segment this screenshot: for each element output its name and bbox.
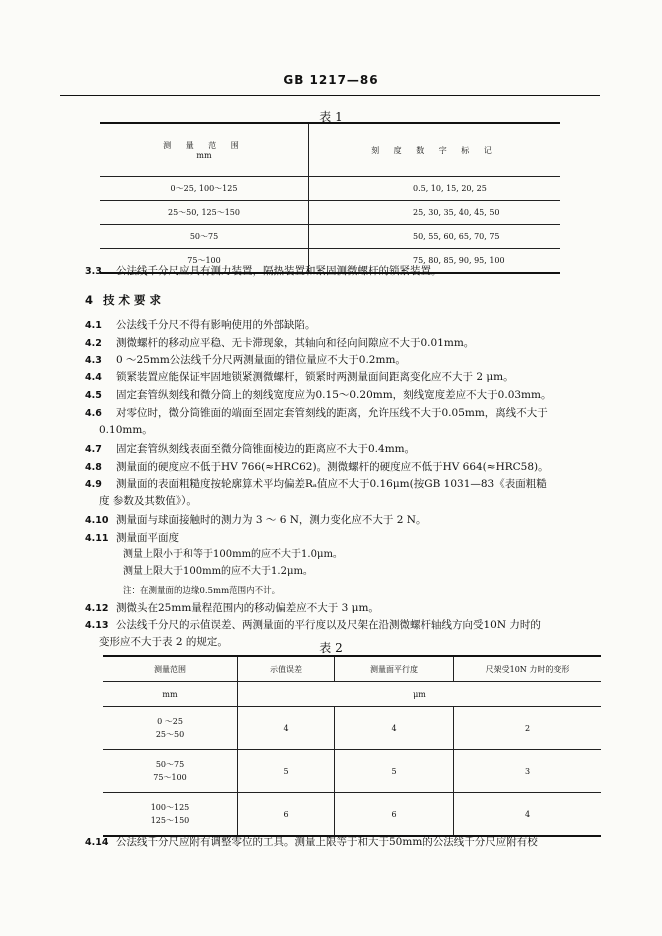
table2-header-error: 示值误差 <box>238 656 335 682</box>
table2-deform-cell: 3 <box>454 750 602 793</box>
clause-number: 4.3 <box>85 355 102 366</box>
table1-marks-cell: 50, 55, 60, 65, 70, 75 <box>309 225 561 249</box>
table1-range-cell: 75～100 <box>100 249 309 274</box>
table2-header-deform: 尺架受10N 力时的变形 <box>454 656 602 682</box>
table1-col2-header <box>309 123 561 177</box>
table-row <box>103 707 601 750</box>
clause-4-3 <box>85 353 605 368</box>
table2-range-cell <box>103 707 238 750</box>
section-number: 4 <box>85 293 94 307</box>
clause-number: 4.6 <box>85 408 102 419</box>
clause-text: 公法线千分尺应具有测力装置，隔热装置和紧固测微螺杆的锁紧装置。 <box>116 265 442 277</box>
clause-4-13-continued: 变形应不大于表 2 的规定。 <box>99 636 228 648</box>
clause-text: 固定套管纵刻线表面至微分筒锥面棱边的距离应不大于0.4mm。 <box>116 443 416 455</box>
clause-4-12 <box>85 601 605 616</box>
range-line: 75～100 <box>153 773 187 782</box>
clause-4-8 <box>85 460 605 475</box>
clause-number: 4.11 <box>85 533 109 544</box>
clause-number: 4.13 <box>85 620 109 631</box>
clause-text: 公法线千分尺不得有影响使用的外部缺陷。 <box>116 319 316 331</box>
table2-error-cell: 6 <box>238 793 335 837</box>
table1-col2-title: 刻 度 数 字 标 记 <box>371 145 498 155</box>
clause-4-11-note: 注：在测量面的边缘0.5mm范围内不计。 <box>123 586 281 596</box>
clause-number: 4.10 <box>85 515 109 526</box>
clause-3-3 <box>85 264 605 279</box>
clause-text: 测量面的表面粗糙度按轮廓算术平均偏差Rₐ值应不大于0.16μm(按GB 1031—83《表面粗糙 <box>116 478 547 490</box>
table2-parallel-cell: 6 <box>335 793 454 837</box>
clause-text: 测量面平面度 <box>116 532 179 544</box>
clause-number: 4.2 <box>85 338 102 349</box>
clause-number: 4.1 <box>85 320 102 331</box>
table1 <box>100 122 560 274</box>
clause-4-6 <box>85 406 605 421</box>
table1-range-cell: 50～75 <box>100 225 309 249</box>
table2-unit-mm: mm <box>103 682 238 707</box>
table-row <box>100 177 560 201</box>
table1-col1-title: 测 量 范 围 <box>163 141 245 150</box>
clause-number: 4.12 <box>85 603 109 614</box>
table1-range-cell: 0～25, 100～125 <box>100 177 309 201</box>
table2-unit-um: μm <box>238 682 602 707</box>
table2-deform-cell: 2 <box>454 707 602 750</box>
table2-range-cell <box>103 750 238 793</box>
table-row <box>100 201 560 225</box>
table2 <box>103 655 601 837</box>
clause-text: 对零位时，微分筒锥面的端面至固定套管刻线的距离，允许压线不大于0.05mm，离线不大于 <box>116 407 548 419</box>
clause-number: 4.7 <box>85 444 102 455</box>
table2-error-cell: 4 <box>238 707 335 750</box>
table1-header-row <box>100 123 560 177</box>
range-line: 50～75 <box>155 760 185 769</box>
range-line: 100～125 <box>150 803 190 812</box>
section-4-heading <box>85 292 161 308</box>
table2-range-cell <box>103 793 238 837</box>
clause-text: 测量面与球面接触时的测力为 3 ～ 6 N，测力变化应不大于 2 N。 <box>116 514 427 526</box>
table1-caption: 表 1 <box>319 110 343 124</box>
clause-4-7 <box>85 442 605 457</box>
clause-4-11-line2: 测量上限大于100mm的应不大于1.2μm。 <box>123 566 313 577</box>
clause-4-1 <box>85 318 605 333</box>
clause-4-9-continued: 度 参数及其数值》）。 <box>99 495 197 507</box>
clause-4-11 <box>85 531 605 546</box>
table-row <box>103 793 601 837</box>
clause-text: 锁紧装置应能保证牢固地锁紧测微螺杆，锁紧时两测量面间距离变化应不大于 2 μm。 <box>116 371 514 383</box>
clause-4-14 <box>85 835 605 850</box>
clause-4-10 <box>85 513 605 528</box>
range-line: 0 ～25 <box>157 717 183 726</box>
clause-text: 测微头在25mm量程范围内的移动偏差应不大于 3 μm。 <box>116 602 379 614</box>
table-row <box>100 225 560 249</box>
clause-text: 0 ～25mm公法线千分尺两测量面的错位量应不大于0.2mm。 <box>116 354 406 366</box>
table2-parallel-cell: 4 <box>335 707 454 750</box>
table2-units-row <box>103 682 601 707</box>
table1-marks-cell: 0.5, 10, 15, 20, 25 <box>309 177 561 201</box>
table1-col1-header <box>100 123 309 177</box>
table1-range-cell: 25～50, 125～150 <box>100 201 309 225</box>
clause-4-13 <box>85 618 605 633</box>
section-title: 技 术 要 求 <box>103 293 162 307</box>
clause-4-2 <box>85 336 605 351</box>
clause-4-6-continued: 0.10mm。 <box>99 424 153 436</box>
clause-4-5 <box>85 388 605 403</box>
clause-number: 4.8 <box>85 462 102 473</box>
clause-text: 公法线千分尺的示值误差、两测量面的平行度以及尺架在沿测微螺杆轴线方向受10N 力时的 <box>116 619 541 631</box>
table2-header-parallel: 测量面平行度 <box>335 656 454 682</box>
range-line: 125～150 <box>150 816 190 825</box>
clause-text: 测微螺杆的移动应平稳、无卡滞现象，其轴向和径向间隙应不大于0.01mm。 <box>116 337 475 349</box>
clause-4-4 <box>85 370 605 385</box>
clause-number: 3.3 <box>85 266 102 277</box>
clause-text: 公法线千分尺应附有调整零位的工具。测量上限等于和大于50mm的公法线千分尺应附有校 <box>116 836 538 848</box>
table1-marks-cell: 25, 30, 35, 40, 45, 50 <box>309 201 561 225</box>
table2-error-cell: 5 <box>238 750 335 793</box>
table2-deform-cell: 4 <box>454 793 602 837</box>
clause-number: 4.14 <box>85 837 109 848</box>
range-line: 25～50 <box>155 730 185 739</box>
clause-text: 固定套管纵刻线和微分筒上的刻线宽度应为0.15～0.20mm，刻线宽度差应不大于0.03mm。 <box>116 389 552 401</box>
table2-caption: 表 2 <box>319 641 343 655</box>
clause-4-11-line1: 测量上限小于和等于100mm的应不大于1.0μm。 <box>123 549 343 560</box>
clause-number: 4.5 <box>85 390 102 401</box>
table2-header-range: 测量范围 <box>103 656 238 682</box>
table1-col1-unit: mm <box>196 151 212 160</box>
clause-4-9 <box>85 477 605 492</box>
header-rule <box>60 95 600 96</box>
table1-marks-cell: 75, 80, 85, 90, 95, 100 <box>309 249 561 274</box>
table2-header-row <box>103 656 601 682</box>
clause-number: 4.4 <box>85 372 102 383</box>
table-row <box>103 750 601 793</box>
clause-text: 测量面的硬度应不低于HV 766(≈HRC62)。测微螺杆的硬度应不低于HV 664(≈HRC58)。 <box>116 461 549 473</box>
standard-code: GB 1217—86 <box>283 73 379 87</box>
clause-number: 4.9 <box>85 479 102 490</box>
table2-parallel-cell: 5 <box>335 750 454 793</box>
